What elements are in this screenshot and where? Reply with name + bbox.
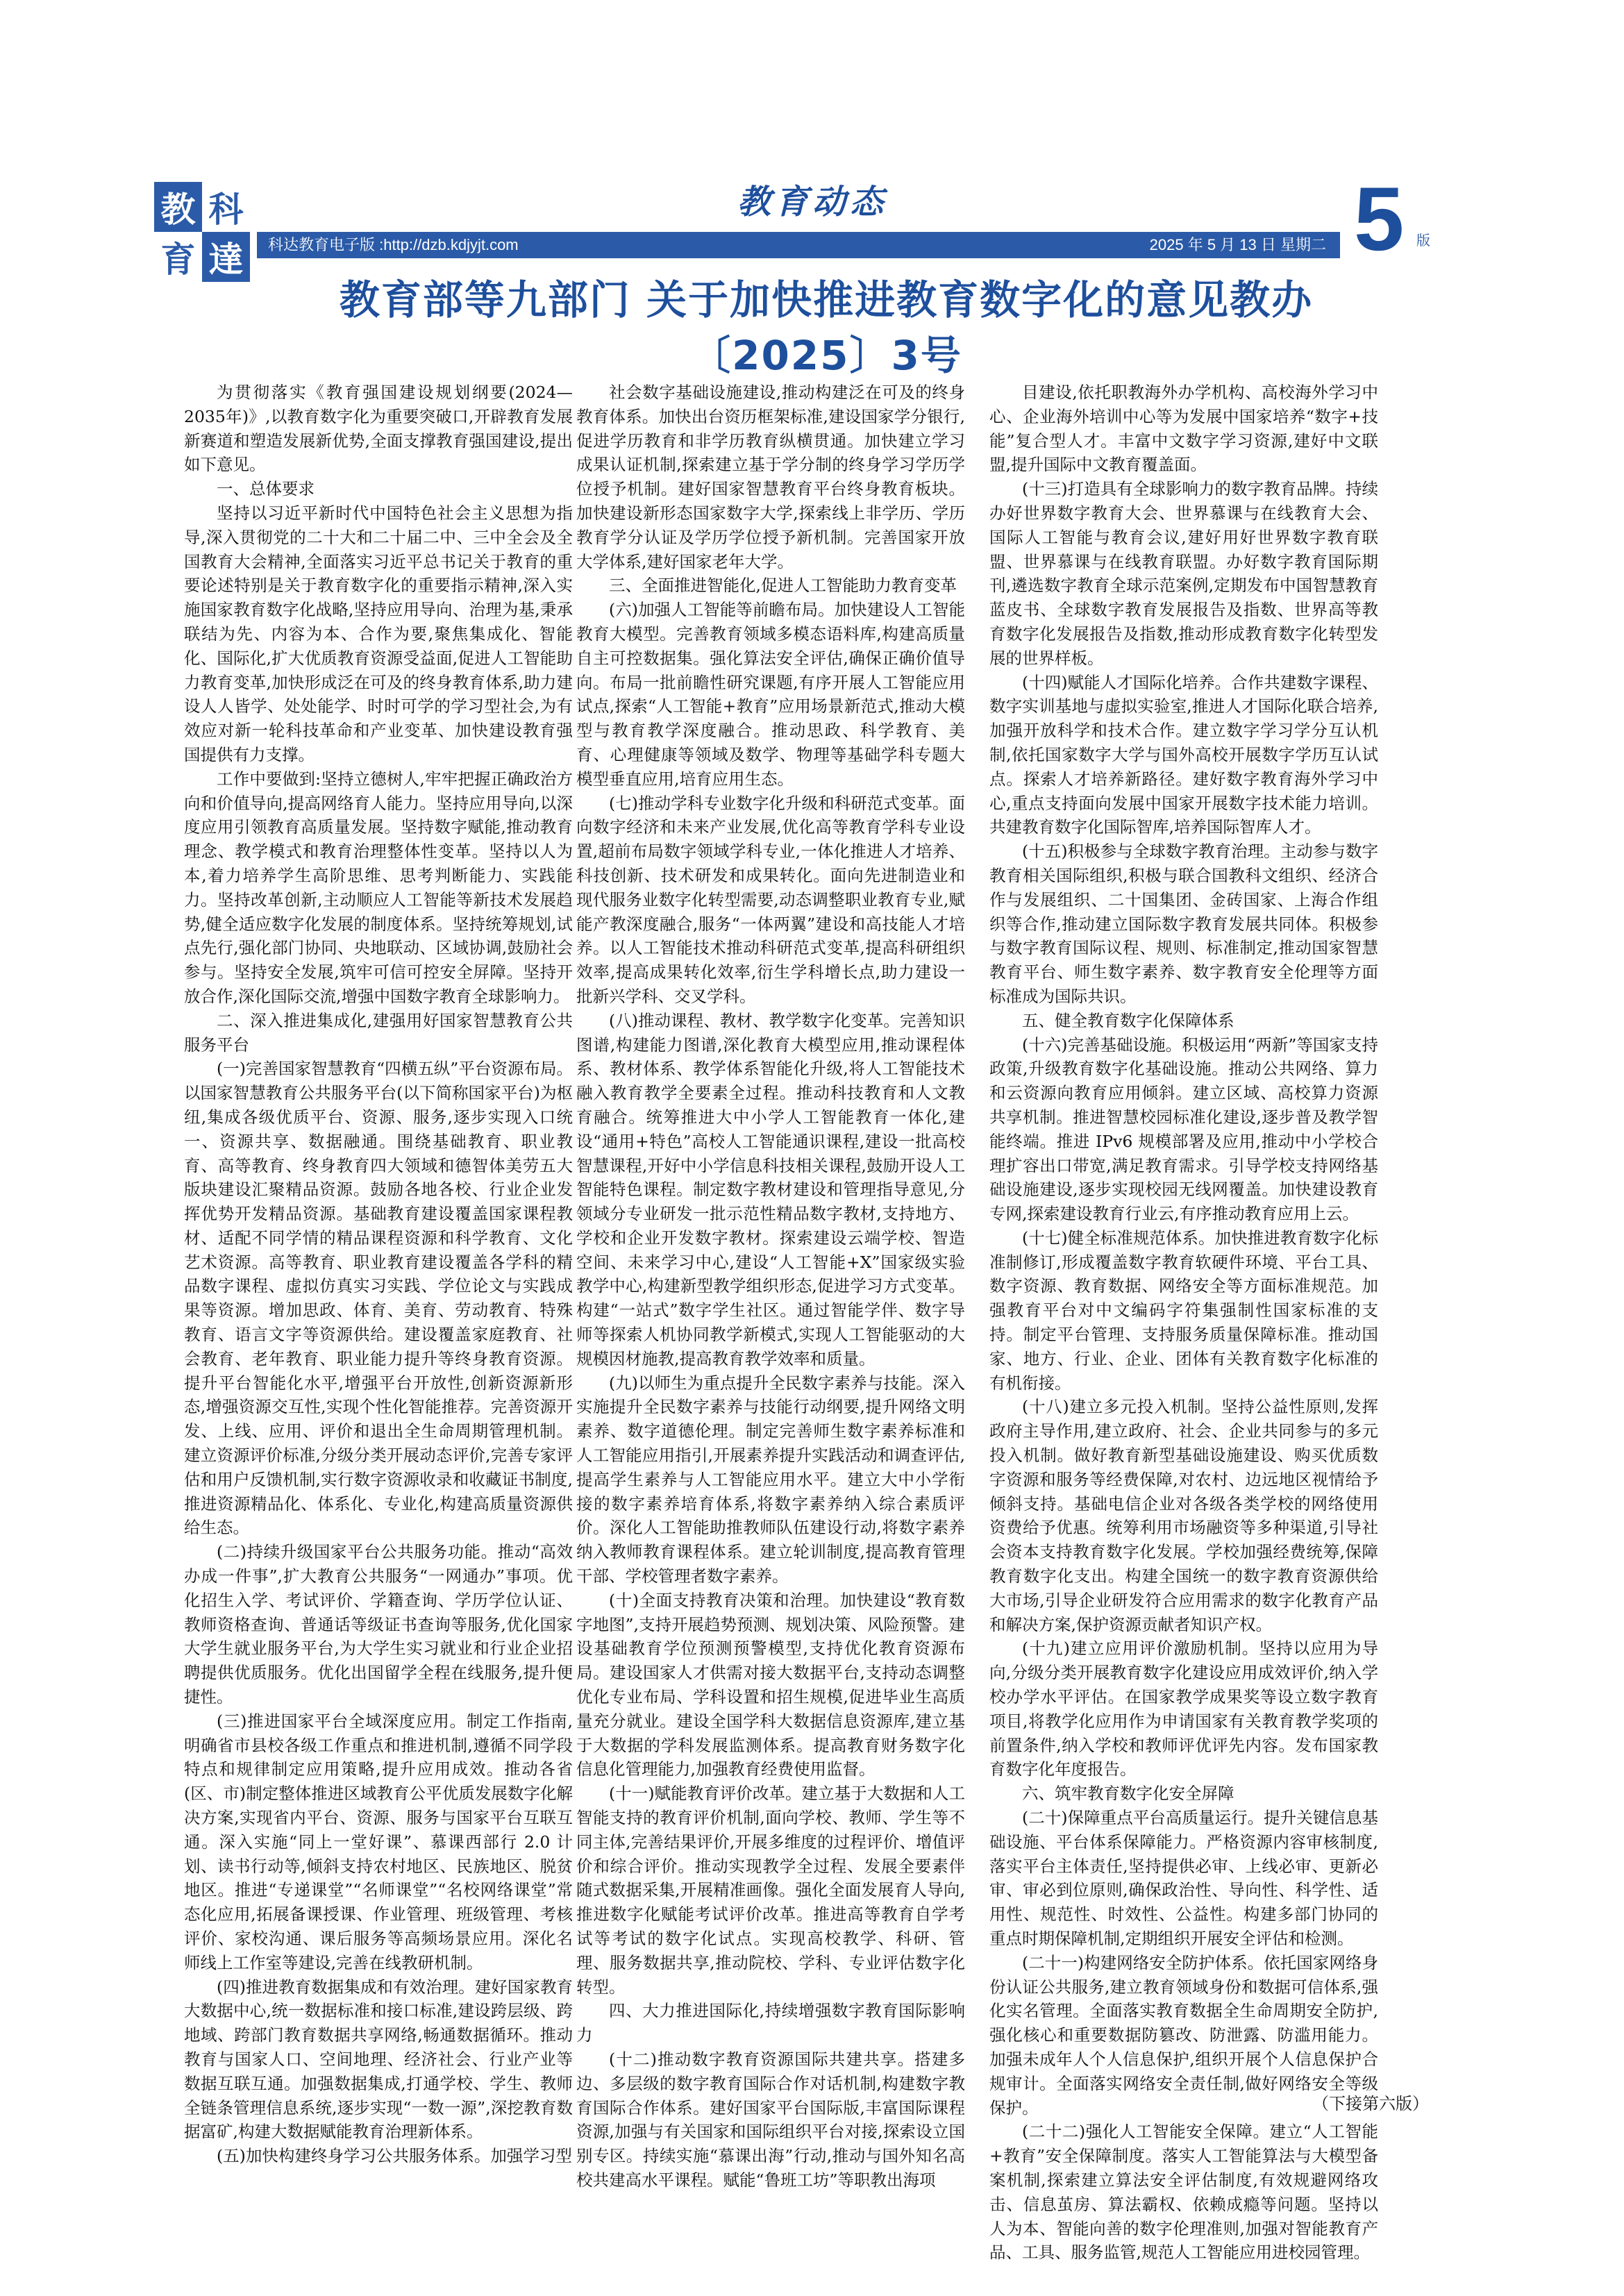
article-column-1 [184,380,573,2168]
article-column-2 [576,380,965,2193]
logo-char: 育 [160,239,196,280]
article-paragraph: 六、筑牢教育数字化安全屏障 [1022,1784,1234,1804]
article-paragraph: 社会数字基础设施建设,推动构建泛在可及的终身教育体系。加快出台资历框架标准,建设国家学分银行,促进学历教育和非学历教育纵横贯通。加快建立学习成果认证机制,探索建立基于学分制的终身学习学历学位授予机制。建好国家智慧教育平台终身教育板块。加快建设新形态国家数字大学,探索线上非学历、学历教育学分认证及学历学位授予新机制。完善国家开放大学体系,建好国家老年大学。 [576,383,965,571]
article-paragraph: (二)持续升级国家平台公共服务功能。推动“高效办成一件事”,扩大教育公共服务“一网通办”事项。优化招生入学、考试评价、学籍查询、学历学位认证、教师资格查询、普通话等级证书查询等服务,优化国家大学生就业服务平台,为大学生实习就业和行业企业招聘提供优质服务。优化出国留学全程在线服务,提升便捷性。 [184,1542,573,1707]
article-paragraph: 目建设,依托职教海外办学机构、高校海外学习中心、企业海外培训中心等为发展中国家培养“数字+技能”复合型人才。丰富中文数字学习资源,建好中文联盟,提升国际中文教育覆盖面。 [989,383,1378,475]
page-number: 5 [1354,168,1405,269]
article-paragraph: 工作中要做到:坚持立德树人,牢牢把握正确政治方向和价值导向,提高网络育人能力。坚持应用导向,以深度应用引领教育高质量发展。坚持数字赋能,推动教育理念、教学模式和教育治理整体性变革。坚持以人为本,着力培养学生高阶思维、思考判断能力、实践能力。坚持改革创新,主动顺应人工智能等新技术发展趋势,健全适应数字化发展的制度体系。坚持统筹规划,试点先行,强化部门协同、央地联动、区域协调,鼓励社会参与。坚持安全发展,筑牢可信可控安全屏障。坚持开放合作,深化国际交流,增强中国数字教育全球影响力。 [184,769,573,1006]
article-paragraph: 二、深入推进集成化,建强用好国家智慧教育公共服务平台 [184,1010,573,1055]
article-paragraph: 四、大力推进国际化,持续增强数字教育国际影响力 [576,2001,965,2045]
article-paragraph: (十五)积极参与全球数字教育治理。主动参与数字教育相关国际组织,积极与联合国教科文组织、经济合作与发展组织、二十国集团、金砖国家、上海合作组织等合作,推动建立国际数字教育发展共同体。积极参与数字教育国际议程、规则、标准制定,推动国家智慧教育平台、师生数字素养、数字教育安全伦理等方面标准成为国际共识。 [989,841,1378,1006]
article-paragraph: (十六)完善基础设施。积极运用“两新”等国家支持政策,升级教育数字化基础设施。推动公共网络、算力和云资源向教育应用倾斜。建立区域、高校算力资源共享机制。推进智慧校园标准化建设,逐步普及教学智能终端。推进 IPv6 规模部署及应用,推动中小学校合理扩容出口带宽,满足教育需求。引导学校支持网络基础设施建设,逐步实现校园无线网覆盖。加快建设教育专网,探索建设教育行业云,有序推动教育应用上云。 [989,1034,1378,1224]
headline-line-2: 〔2025〕3号 [690,332,962,379]
page-label: 版 [1416,233,1430,249]
article-paragraph: (八)推动课程、教材、教学数字化变革。完善知识图谱,构建能力图谱,深化教育大模型应用,推动课程体系、教材体系、教学体系智能化升级,将人工智能技术融入教育教学全要素全过程。推动科技教育和人文教育融合。统筹推进大中小学人工智能教育一体化,建设“通用+特色”高校人工智能通识课程,建设一批高校智慧课程,开好中小学信息科技相关课程,鼓励开设人工智能特色课程。制定数字教材建设和管理指导意见,分领域分专业研发一批示范性精品数字教材,支持地方、学校和企业开发数字教材。探索建设云端学校、智造空间、未来学习中心,建设“人工智能+X”国家级实验教学中心,构建新型教学组织形态,促进学习方式变革。构建“一站式”数字学生社区。通过智能学伴、数字导师等探索人机协同教学新模式,实现人工智能驱动的大规模因材施教,提高教育教学效率和质量。 [576,1010,965,1368]
article-paragraph: 坚持以习近平新时代中国特色社会主义思想为指导,深入贯彻党的二十大和二十届二中、三中全会及全国教育大会精神,全面落实习近平总书记关于教育的重要论述特别是关于教育数字化的重要指示精神,深入实施国家教育数字化战略,坚持应用导向、治理为基,秉承联结为先、内容为本、合作为要,聚焦集成化、智能化、国际化,扩大优质教育资源受益面,促进人工智能助力教育变革,加快形成泛在可及的终身教育体系,助力建设人人皆学、处处能学、时时可学的学习型社会,为有效应对新一轮科技革命和产业变革、加快建设教育强国提供有力支撑。 [184,503,573,764]
article-paragraph: (一)完善国家智慧教育“四横五纵”平台资源布局。以国家智慧教育公共服务平台(以下简称国家平台)为枢纽,集成各级优质平台、资源、服务,逐步实现入口统一、资源共享、数据融通。围绕基础教育、职业教育、高等教育、终身教育四大领域和德智体美劳五大版块建设汇聚精品资源。鼓励各地各校、行业企业发挥优势开发精品资源。基础教育建设覆盖国家课程教材、适配不同学情的精品课程资源和科学教育、文化艺术资源。高等教育、职业教育建设覆盖各学科的精品数字课程、虚拟仿真实习实践、学位论文与实践成果等资源。增加思政、体育、美育、劳动教育、特殊教育、语言文字等资源供给。建设覆盖家庭教育、社会教育、老年教育、职业能力提升等终身教育资源。提升平台智能化水平,增强平台开放性,创新资源新形态,增强资源交互性,实现个性化智能推荐。完善资源开发、上线、应用、评价和退出全生命周期管理机制。建立资源评价标准,分级分类开展动态评价,完善专家评估和用户反馈机制,实行数字资源收录和收藏证书制度,推进资源精品化、体系化、专业化,构建高质量资源供给生态。 [184,1059,573,1538]
article-paragraph: (二十一)构建网络安全防护体系。依托国家网络身份认证公共服务,建立教育领域身份和数据可信体系,强化实名管理。全面落实教育数据全生命周期安全防护,强化核心和重要数据防篡改、防泄露、防滥用能力。加强未成年人个人信息保护,组织开展个人信息保护合规审计。全面落实网络安全责任制,做好网络安全等级保护。 [989,1952,1378,2118]
article-paragraph: 为贯彻落实《教育强国建设规划纲要(2024—2035年)》,以教育数字化为重要突破口,开辟教育发展新赛道和塑造发展新优势,全面支撑教育强国建设,提出如下意见。 [184,383,573,475]
article-headline [181,272,1472,383]
article-paragraph: (二十)保障重点平台高质量运行。提升关键信息基础设施、平台体系保障能力。严格资源内容审核制度,落实平台主体责任,坚持提供必审、上线必审、更新必审、审必到位原则,确保政治性、导向性、科学性、适用性、规范性、时效性、公益性。构建多部门协同的重点时期保障机制,定期组织开展安全评估和检测。 [989,1808,1378,1948]
logo-char: 教 [154,182,202,232]
article-paragraph: (三)推进国家平台全域深度应用。制定工作指南,明确省市县校各级工作重点和推进机制,遵循不同学段特点和规律制定应用策略,提升应用成效。推动各省(区、市)制定整体推进区域教育公平优质发展数字化解决方案,实现省内平台、资源、服务与国家平台互联互通。深入实施“同上一堂好课”、慕课西部行 2.0 计划、读书行动等,倾斜支持农村地区、民族地区、脱贫地区。推进“专递课堂”“名师课堂”“名校网络课堂”常态化应用,拓展备课授课、作业管理、班级管理、考核评价、家校沟通、课后服务等高频场景应用。深化名师线上工作室等建设,完善在线教研机制。 [184,1711,573,1972]
logo-char: 科 [208,189,244,230]
article-paragraph: (四)推进教育数据集成和有效治理。建好国家教育大数据中心,统一数据标准和接口标准,建设跨层级、跨地域、跨部门教育数据共享网络,畅通数据循环。推动教育与国家人口、空间地理、经济社会、行业产业等数据互联互通。加强数据集成,打通学校、学生、教师全链条管理信息系统,逐步实现“一数一源”,深挖教育数据富矿,构建大数据赋能教育治理新体系。 [184,1977,573,2142]
header-bar [257,232,1340,258]
article-paragraph: (二十二)强化人工智能安全保障。建立“人工智能+教育”安全保障制度。落实人工智能算法与大模型备案机制,探索建立算法安全评估制度,有效规避网络攻击、信息茧房、算法霸权、依赖成瘾等问题。坚持以人为本、智能向善的数字伦理准则,加强对智能教育产品、工具、服务监管,规范人工智能应用进校园管理。 [989,2122,1378,2263]
article-paragraph: (九)以师生为重点提升全民数字素养与技能。深入实施提升全民数字素养与技能行动纲要,提升网络文明素养、数字道德伦理。制定完善师生数字素养标准和人工智能应用指引,开展素养提升实践活动和调查评估,提高学生素养与人工智能应用水平。建立大中小学衔接的数字素养培育体系,将数字素养纳入综合素质评价。深化人工智能助推教师队伍建设行动,将数字素养纳入教师教育课程体系。建立轮训制度,提高教育管理干部、学校管理者数字素养。 [576,1373,965,1586]
article-paragraph: (十一)赋能教育评价改革。建立基于大数据和人工智能支持的教育评价机制,面向学校、教师、学生等不同主体,完善结果评价,开展多维度的过程评价、增值评价和综合评价。推动实现教学全过程、发展全要素伴随式数据采集,开展精准画像。强化全面发展育人导向,推进数字化赋能考试评价改革。推进高等教育自学考试等考试的数字化试点。实现高校教学、科研、管理、服务数据共享,推动院校、学科、专业评估数字化转型。 [576,1784,965,1997]
article-paragraph: (十四)赋能人才国际化培养。合作共建数字课程、数字实训基地与虚拟实验室,推进人才国际化联合培养,加强开放科学和技术合作。建立数字学习学分互认机制,依托国家数字大学与国外高校开展数字学历互认试点。探索人才培养新路径。建好数字教育海外学习中心,重点支持面向发展中国家开展数字技术能力培训。共建教育数字化国际智库,培养国际智库人才。 [989,672,1378,837]
article-column-3 [989,380,1378,2265]
article-paragraph: (十七)健全标准规范体系。加快推进教育数字化标准制修订,形成覆盖数字教育软硬件环境、平台工具、数字资源、教育数据、网络安全等方面标准规范。加强教育平台对中文编码字符集强制性国家标准的支持。制定平台管理、支持服务质量保障标准。推动国家、地方、行业、企业、团体有关教育数字化标准的有机衔接。 [989,1227,1378,1393]
newspaper-logo [154,182,250,279]
section-title: 教育动态 [737,183,887,221]
edition-url[interactable]: 科达教育电子版 :http://dzb.kdjyjt.com [268,236,519,253]
article-paragraph: 五、健全教育数字化保障体系 [1022,1010,1234,1030]
article-paragraph: (十八)建立多元投入机制。坚持公益性原则,发挥政府主导作用,建立政府、社会、企业共同参与的多元投入机制。做好教育新型基础设施建设、购买优质数字资源和服务等经费保障,对农村、边远地区视情给予倾斜支持。基础电信企业对各级各类学校的网络使用资费给予优惠。统筹利用市场融资等多种渠道,引导社会资本支持教育数字化发展。学校加强经费统筹,保障教育数字化支出。构建全国统一的数字教育资源供给大市场,引导企业研发符合应用需求的数字化教育产品和解决方案,保护资源贡献者知识产权。 [989,1397,1378,1634]
article-paragraph: 一、总体要求 [217,479,315,499]
article-paragraph: (十)全面支持教育决策和治理。加快建设“教育数字地图”,支持开展趋势预测、规划决策、风险预警。建设基础教育学位预测预警模型,支持优化教育资源布局。建设国家人才供需对接大数据平台,支持动态调整优化专业布局、学科设置和招生规模,促进毕业生高质量充分就业。建设全国学科大数据信息资源库,建立基于大数据的学科发展监测体系。提高教育财务数字化信息化管理能力,加强教育经费使用监督。 [576,1590,965,1779]
article-paragraph: 三、全面推进智能化,促进人工智能助力教育变革 [609,576,957,596]
article-paragraph: (七)推动学科专业数字化升级和科研范式变革。面向数字经济和未来产业发展,优化高等教育学科专业设置,超前布局数字领域学科专业,一体化推进人才培养、科技创新、技术研发和成果转化。面向先进制造业和现代服务业数字化转型需要,动态调整职业教育专业,赋能产教深度融合,服务“一体两翼”建设和高技能人才培养。以人工智能技术推动科研范式变革,提高科研组织效率,提高成果转化效率,衍生学科增长点,助力建设一批新兴学科、交叉学科。 [576,793,965,1006]
logo-char: 達 [202,232,250,282]
issue-date: 2025 年 5 月 13 日 星期二 [1149,236,1326,253]
article-paragraph: (十九)建立应用评价激励机制。坚持以应用为导向,分级分类开展教育数字化建设应用成效评价,纳入学校办学水平评估。在国家教学成果奖等设立数字教育项目,将教学化应用作为申请国家有关教育教学奖项的前置条件,纳入学校和教师评优评先内容。发布国家教育数字化年度报告。 [989,1639,1378,1779]
article-paragraph: (六)加强人工智能等前瞻布局。加快建设人工智能教育大模型。完善教育领域多模态语料库,构建高质量自主可控数据集。强化算法安全评估,确保正确价值导向。布局一批前瞻性研究课题,有序开展人工智能应用试点,探索“人工智能+教育”应用场景新范式,推动大模型与教育教学深度融合。推动思政、科学教育、美育、心理健康等领域及数学、物理等基础学科专题大模型垂直应用,培育应用生态。 [576,600,965,789]
continued-note: （下接第六版） [1312,2094,1429,2113]
article-paragraph: (十三)打造具有全球影响力的数字教育品牌。持续办好世界数字教育大会、世界慕课与在线教育大会、国际人工智能与教育会议,建好用好世界数字教育联盟、世界慕课与在线教育联盟。办好数字教育国际期刊,遴选数字教育全球示范案例,定期发布中国智慧教育蓝皮书、全球数字教育发展报告及指数、世界高等教育数字化发展报告及指数,推动形成教育数字化转型发展的世界样板。 [989,479,1378,668]
article-paragraph: (十二)推动数字教育资源国际共建共享。搭建多边、多层级的数字教育国际合作对话机制,构建数字教育国际合作体系。建好国家平台国际版,丰富国际课程资源,加强与有关国家和国际组织平台对接,探索设立国别专区。持续实施“慕课出海”行动,推动与国外知名高校共建高水平课程。赋能“鲁班工坊”等职教出海项 [576,2049,965,2190]
headline-line-1: 教育部等九部门 关于加快推进教育数字化的意见教办 [339,276,1314,324]
article-paragraph: (五)加快构建终身学习公共服务体系。加强学习型 [217,2146,572,2166]
